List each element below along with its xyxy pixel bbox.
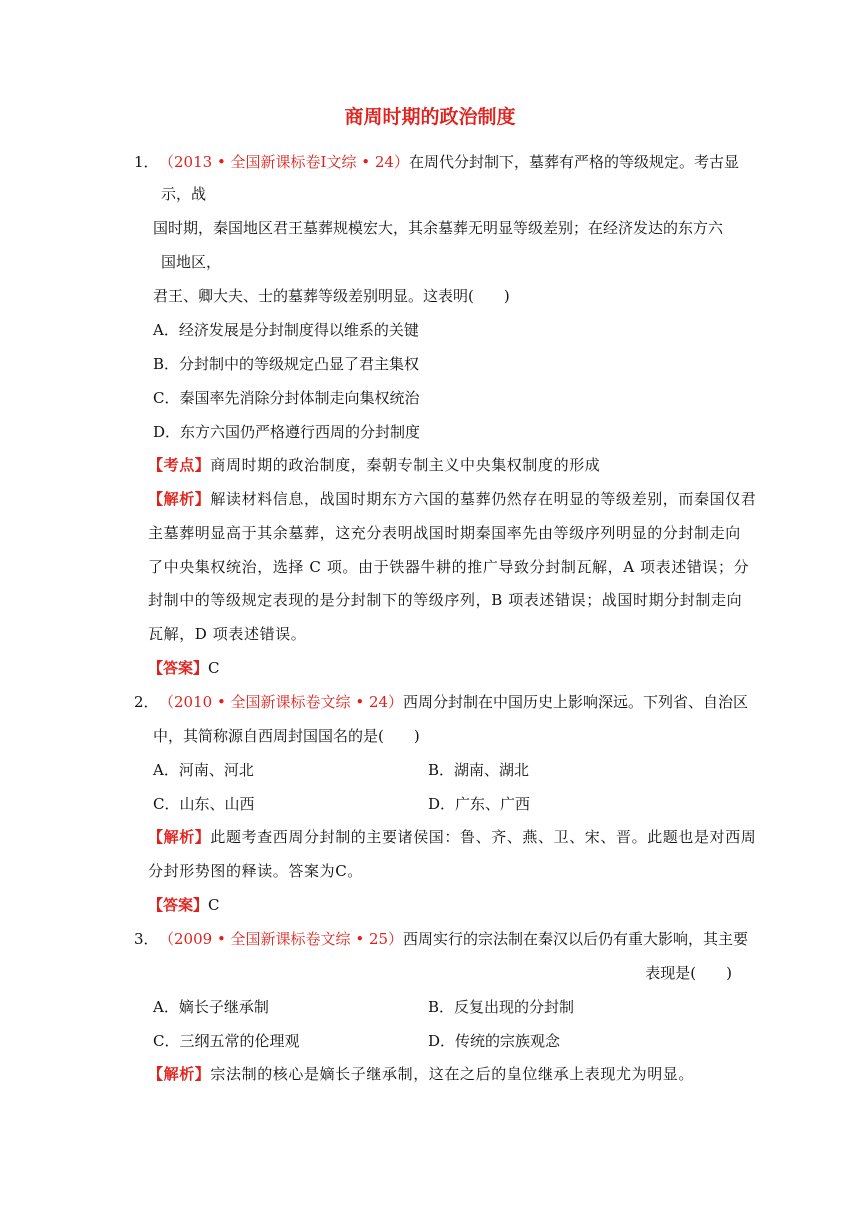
jiexi-text: 封制中的等级规定表现的是分封制下的等级序列，B 项表述错误；战国时期分封制走向 bbox=[148, 591, 743, 609]
q2-number: 2． bbox=[134, 693, 159, 711]
q1-option-c: C．秦国率先消除分封体制走向集权统治 bbox=[153, 389, 420, 407]
q3-option-b: B．反复出现的分封制 bbox=[428, 998, 575, 1016]
q1-option-d: D．东方六国仍严格遵行西周的分封制度 bbox=[153, 423, 421, 441]
q1-stem-line: 在周代分封制下，墓葬有严格的等级规定。考古显 bbox=[408, 153, 739, 171]
q1-number: 1． bbox=[134, 153, 159, 171]
q3-first-line bbox=[134, 929, 748, 949]
q3-jiexi bbox=[148, 1064, 694, 1084]
jiexi-label: 【解析】 bbox=[148, 490, 211, 508]
q2-jiexi bbox=[148, 827, 756, 847]
jiexi-text: 宗法制的核心是嫡长子继承制，这在之后的皇位继承上表现尤为明显。 bbox=[210, 1065, 695, 1083]
q2-option-b: B．湖南、湖北 bbox=[428, 761, 530, 779]
answer-label: 【答案】 bbox=[148, 896, 209, 914]
q1-source: （2013 • 全国新课标卷Ⅰ文综 • 24） bbox=[159, 153, 409, 171]
answer-value: C bbox=[208, 896, 220, 914]
q1-stem-line: 示，战 bbox=[161, 185, 207, 203]
q2-option-c: C．山东、山西 bbox=[153, 795, 255, 813]
q2-option-d: D．广东、广西 bbox=[428, 795, 531, 813]
q1-kaodian bbox=[148, 455, 600, 475]
q3-source: （2009 • 全国新课标卷文综 • 25） bbox=[159, 930, 404, 948]
q2-stem-line: 西周分封制在中国历史上影响深远。下列省、自治区 bbox=[403, 693, 749, 711]
jiexi-text: 瓦解，D 项表述错误。 bbox=[148, 625, 307, 643]
jiexi-text: 此题考查西周分封制的主要诸侯国：鲁、齐、燕、卫、宋、晋。此题也是对西周 bbox=[210, 828, 757, 846]
q2-stem-line: 中，其简称源自西周封国国名的是( ) bbox=[153, 727, 420, 745]
q1-jiexi bbox=[148, 489, 756, 509]
q1-stem-line: 国地区， bbox=[161, 253, 222, 271]
q1-option-a: A．经济发展是分封制度得以维系的关键 bbox=[153, 321, 419, 339]
jiexi-label: 【解析】 bbox=[148, 1065, 211, 1083]
page-title: 商周时期的政治制度 bbox=[344, 106, 516, 128]
q3-option-c: C．三纲五常的伦理观 bbox=[153, 1032, 300, 1050]
q1-option-b: B．分封制中的等级规定凸显了君主集权 bbox=[153, 355, 420, 373]
q1-stem-line: 君王、卿大夫、士的墓葬等级差别明显。这表明( ) bbox=[153, 287, 510, 305]
jiexi-text: 解读材料信息，战国时期东方六国的墓葬仍然存在明显的等级差别，而秦国仅君 bbox=[210, 490, 757, 508]
jiexi-text: 主墓葬明显高于其余墓葬，这充分表明战国时期秦国率先由等级序列明显的分封制走向 bbox=[148, 524, 741, 542]
q2-option-a: A．河南、河北 bbox=[153, 761, 254, 779]
q3-stem-line: 西周实行的宗法制在秦汉以后仍有重大影响，其主要 bbox=[403, 930, 749, 948]
q2-source: （2010 • 全国新课标卷文综 • 24） bbox=[159, 693, 404, 711]
jiexi-text: 了中央集权统治，选择 C 项。由于铁器牛耕的推广导致分封制瓦解，A 项表述错误；分 bbox=[148, 558, 750, 576]
q3-number: 3． bbox=[134, 930, 159, 948]
kaodian-label: 【考点】 bbox=[148, 456, 211, 474]
q3-option-a: A．嫡长子继承制 bbox=[153, 998, 269, 1016]
answer-label: 【答案】 bbox=[148, 659, 209, 677]
q3-stem-line: 表现是( ) bbox=[645, 964, 732, 982]
q2-first-line bbox=[134, 692, 748, 712]
jiexi-text: 分封形势图的释读。答案为C。 bbox=[148, 862, 363, 880]
q1-first-line bbox=[134, 152, 739, 172]
kaodian-text: 商周时期的政治制度，秦朝专制主义中央集权制度的形成 bbox=[210, 456, 601, 474]
answer-value: C bbox=[208, 659, 220, 677]
q1-answer bbox=[148, 658, 220, 678]
q2-answer bbox=[148, 895, 220, 915]
q1-stem-line: 国时期，秦国地区君王墓葬规模宏大，其余墓葬无明显等级差别；在经济发达的东方六 bbox=[153, 219, 724, 237]
q3-option-d: D．传统的宗族观念 bbox=[428, 1032, 561, 1050]
jiexi-label: 【解析】 bbox=[148, 828, 211, 846]
